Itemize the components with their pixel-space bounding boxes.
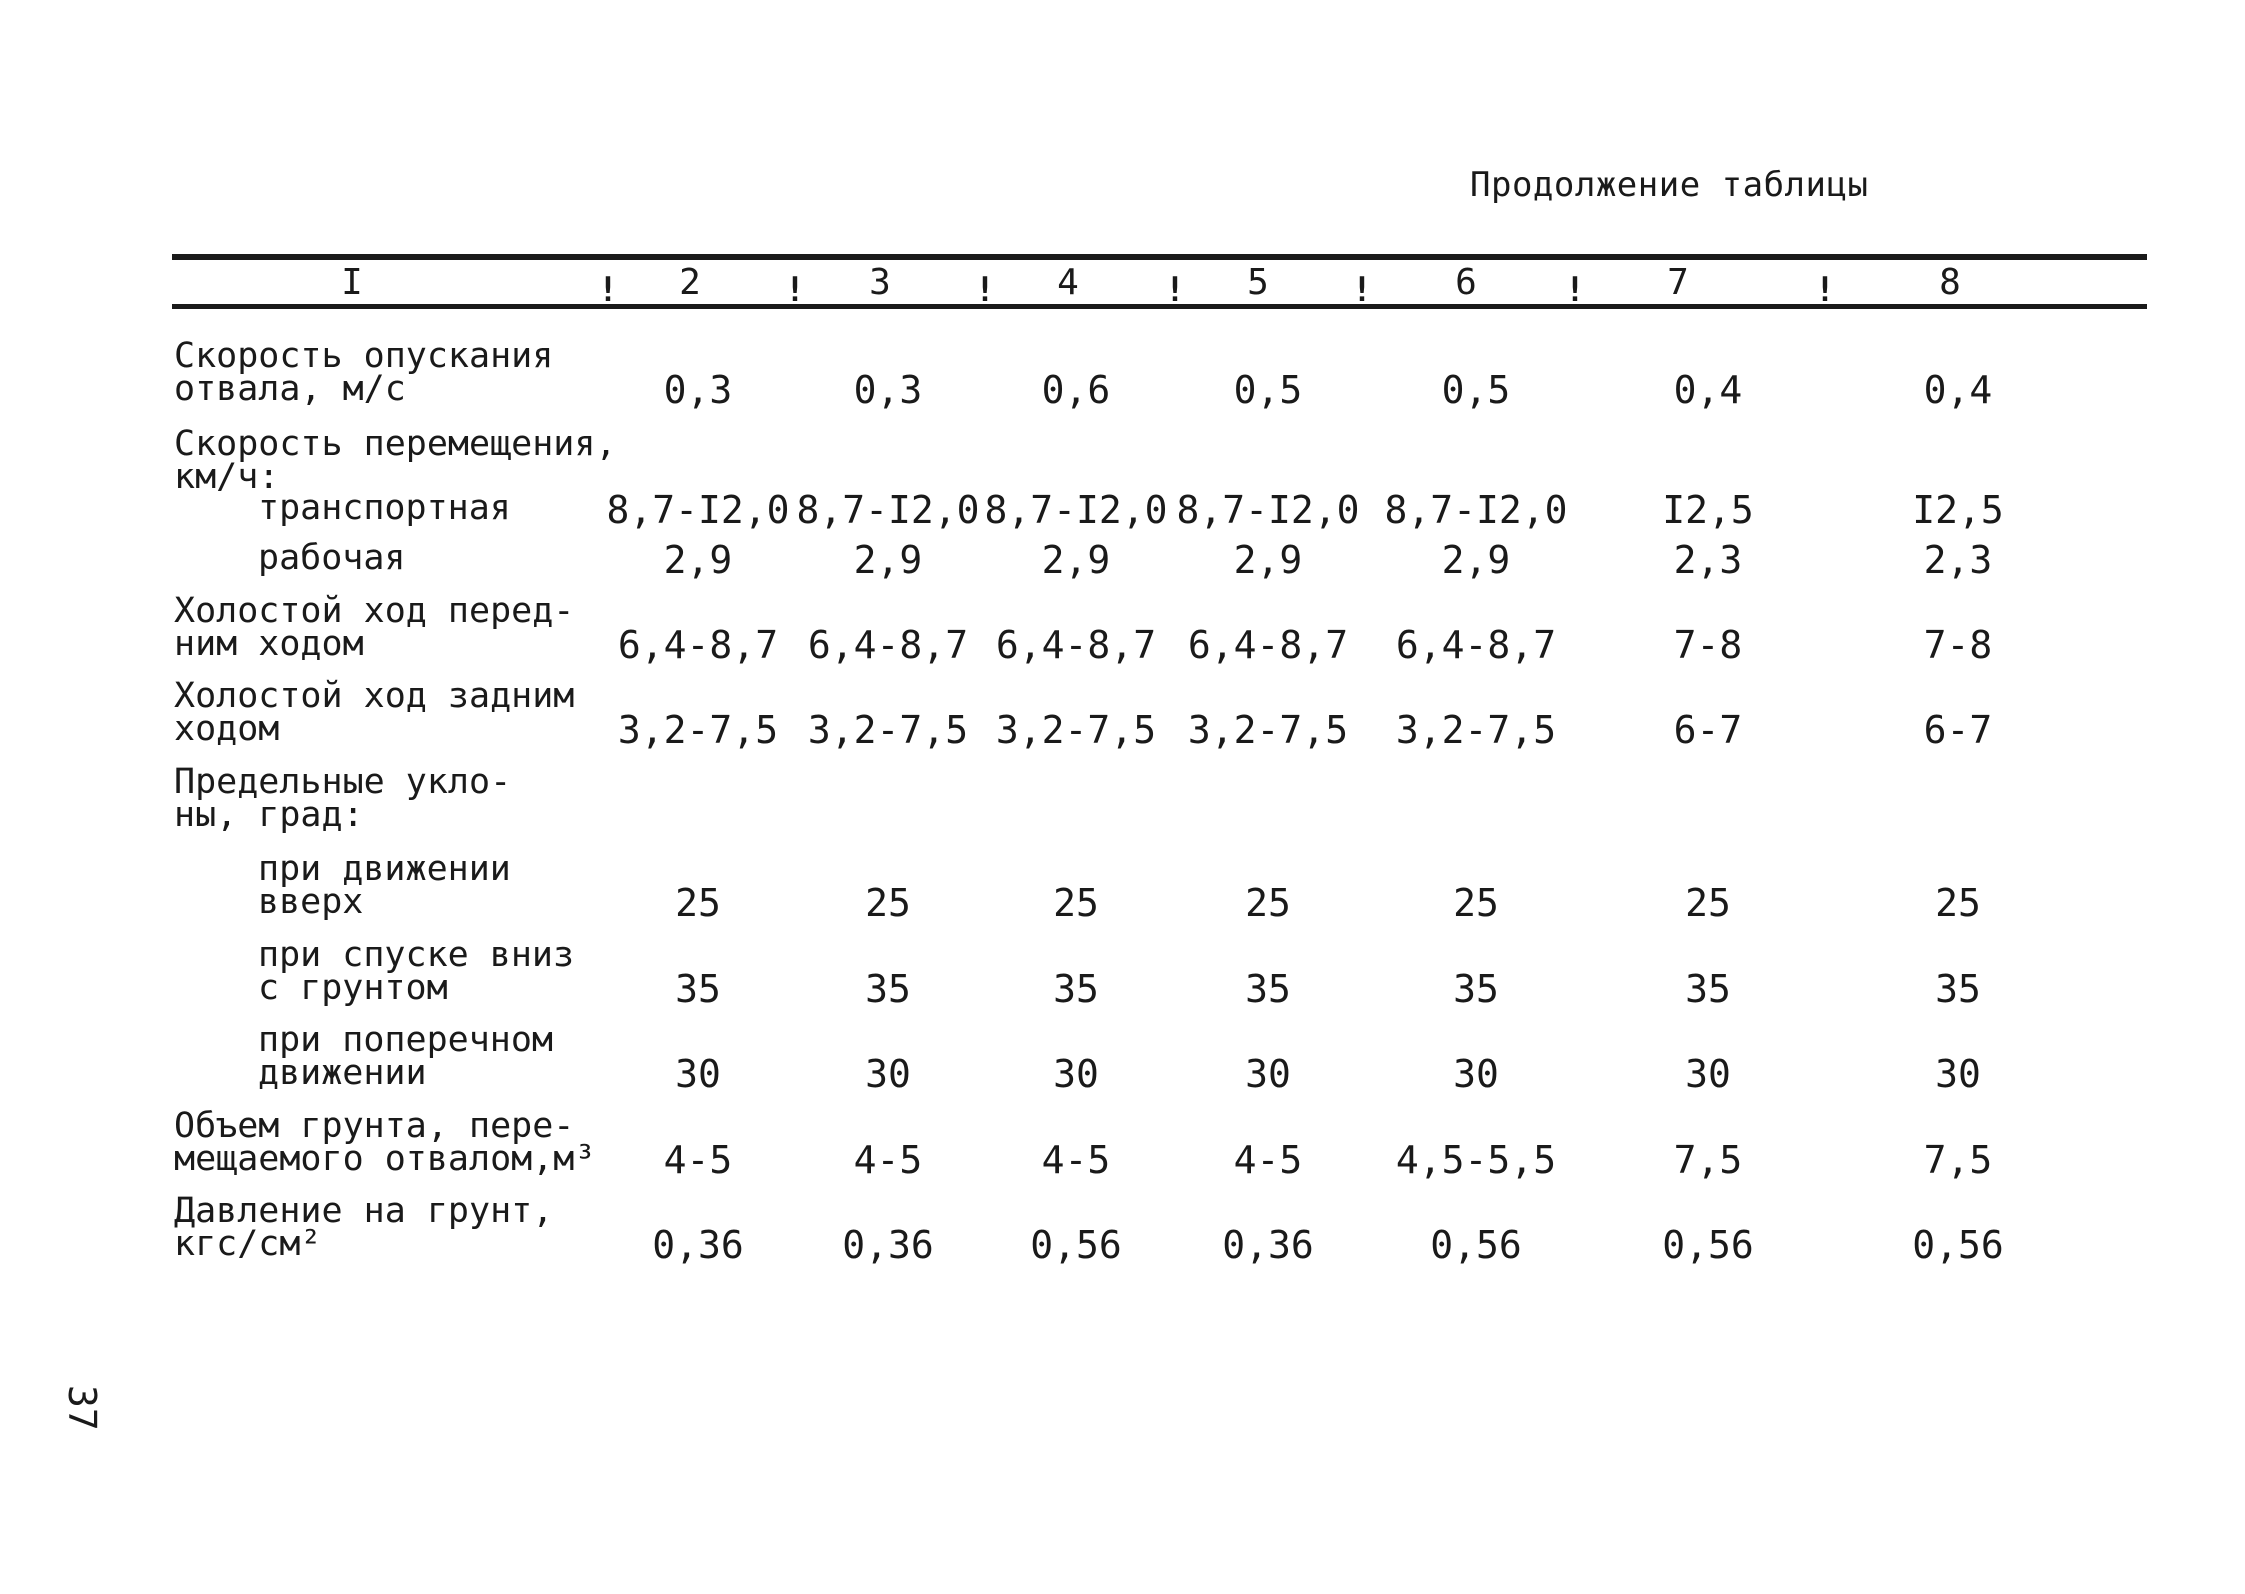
column-header-7: 7 xyxy=(1667,262,1689,303)
table-cell: 3,2-7,5 xyxy=(1395,708,1557,752)
table-cell: 0,56 xyxy=(1430,1223,1522,1267)
table-cell: 2,9 xyxy=(1041,538,1111,582)
table-cell: 0,36 xyxy=(1222,1223,1314,1267)
row-label-line: мещаемого отвалом,м³ xyxy=(174,1139,596,1179)
table-cell: 8,7-I2,0 xyxy=(606,488,790,532)
table-cell: 3,2-7,5 xyxy=(995,708,1157,752)
column-separator: ! xyxy=(784,270,806,310)
table-cell: 7-8 xyxy=(1673,623,1743,667)
row-label xyxy=(174,1191,554,1264)
table-cell: 4-5 xyxy=(853,1138,923,1182)
row-label xyxy=(174,424,617,497)
table-cell: 8,7-I2,0 xyxy=(1176,488,1360,532)
table-cell: 8,7-I2,0 xyxy=(796,488,980,532)
row-label-line: Холостой ход задним xyxy=(174,676,575,716)
table-cell: 0,5 xyxy=(1233,368,1303,412)
table-cell: 25 xyxy=(1453,881,1499,925)
table-header-rule xyxy=(172,304,2147,309)
row-label-line: ходом xyxy=(174,709,280,749)
table-cell: 0,4 xyxy=(1673,368,1743,412)
table-cell: 35 xyxy=(1935,967,1981,1011)
table-cell: 2,9 xyxy=(853,538,923,582)
table-cell: 25 xyxy=(1935,881,1981,925)
table-cell: 4,5-5,5 xyxy=(1395,1138,1557,1182)
table-cell: 35 xyxy=(1053,967,1099,1011)
row-label-line: движении xyxy=(258,1053,427,1093)
table-cell: 35 xyxy=(865,967,911,1011)
table-cell: 0,36 xyxy=(842,1223,934,1267)
table-cell: 4-5 xyxy=(1041,1138,1111,1182)
table-cell: 4-5 xyxy=(1233,1138,1303,1182)
table-cell: 35 xyxy=(1685,967,1731,1011)
table-cell: 0,5 xyxy=(1441,368,1511,412)
table-cell: 6-7 xyxy=(1923,708,1993,752)
table-cell: 8,7-I2,0 xyxy=(1384,488,1568,532)
table-cell: 25 xyxy=(865,881,911,925)
row-label xyxy=(174,676,575,749)
table-cell: 0,36 xyxy=(652,1223,744,1267)
table-cell: 3,2-7,5 xyxy=(617,708,779,752)
table-cell: 6,4-8,7 xyxy=(1395,623,1557,667)
table-cell: 6,4-8,7 xyxy=(617,623,779,667)
table-cell: 0,6 xyxy=(1041,368,1111,412)
column-separator: ! xyxy=(974,270,996,310)
row-label-line: Предельные укло- xyxy=(174,762,512,802)
row-label xyxy=(174,762,512,835)
row-label-line: Скорость перемещения, xyxy=(174,424,617,464)
table-cell: 6,4-8,7 xyxy=(995,623,1157,667)
table-cell: 30 xyxy=(1053,1052,1099,1096)
row-label-line: при движении xyxy=(258,849,511,889)
column-separator: ! xyxy=(597,270,619,310)
table-cell: 2,9 xyxy=(1233,538,1303,582)
table-continuation-caption: Продолжение таблицы xyxy=(1470,165,1869,205)
table-cell: 30 xyxy=(1685,1052,1731,1096)
row-label xyxy=(258,1020,554,1093)
table-cell: 0,3 xyxy=(663,368,733,412)
column-separator: ! xyxy=(1814,270,1836,310)
row-label-line: Холостой ход перед- xyxy=(174,591,575,631)
table-cell: 6,4-8,7 xyxy=(807,623,969,667)
table-cell: 35 xyxy=(675,967,721,1011)
page-number: 37 xyxy=(60,1385,104,1431)
table-cell: 8,7-I2,0 xyxy=(984,488,1168,532)
table-cell: 0,4 xyxy=(1923,368,1993,412)
row-label xyxy=(258,488,511,528)
row-label xyxy=(174,336,554,409)
table-cell: 0,3 xyxy=(853,368,923,412)
row-label-line: км/ч: xyxy=(174,457,280,497)
column-separator: ! xyxy=(1164,270,1186,310)
column-header-4: 4 xyxy=(1057,262,1079,303)
column-separator: ! xyxy=(1564,270,1586,310)
row-label-line: Объем грунта, пере- xyxy=(174,1106,575,1146)
column-header-6: 6 xyxy=(1455,262,1477,303)
column-header-2: 2 xyxy=(679,262,701,303)
table-cell: 7-8 xyxy=(1923,623,1993,667)
table-cell: 35 xyxy=(1245,967,1291,1011)
row-label-line: транспортная xyxy=(258,488,511,528)
row-label xyxy=(174,1106,596,1179)
row-label-line: при поперечном xyxy=(258,1020,554,1060)
row-label-line: с грунтом xyxy=(258,968,448,1008)
table-cell: 4-5 xyxy=(663,1138,733,1182)
column-header-8: 8 xyxy=(1939,262,1961,303)
row-label-line: Давление на грунт, xyxy=(174,1191,554,1231)
table-cell: 3,2-7,5 xyxy=(1187,708,1349,752)
column-separator: ! xyxy=(1351,270,1373,310)
table-cell: 2,9 xyxy=(1441,538,1511,582)
row-label xyxy=(258,849,511,922)
table-cell: 2,3 xyxy=(1923,538,1993,582)
table-cell: 25 xyxy=(1685,881,1731,925)
table-cell: 0,56 xyxy=(1662,1223,1754,1267)
table-cell: 3,2-7,5 xyxy=(807,708,969,752)
row-label xyxy=(258,935,575,1008)
table-cell: 0,56 xyxy=(1030,1223,1122,1267)
row-label-line: при спуске вниз xyxy=(258,935,575,975)
table-cell: 0,56 xyxy=(1912,1223,2004,1267)
row-label-line: ны, град: xyxy=(174,795,364,835)
row-label xyxy=(258,538,406,578)
table-top-rule xyxy=(172,254,2147,260)
table-cell: 6-7 xyxy=(1673,708,1743,752)
table-cell: 30 xyxy=(865,1052,911,1096)
table-cell: 7,5 xyxy=(1923,1138,1993,1182)
row-label-line: рабочая xyxy=(258,538,406,578)
table-cell: 25 xyxy=(1245,881,1291,925)
table-cell: 35 xyxy=(1453,967,1499,1011)
table-cell: I2,5 xyxy=(1662,488,1754,532)
table-cell: 30 xyxy=(1935,1052,1981,1096)
table-cell: 25 xyxy=(1053,881,1099,925)
table-cell: 2,3 xyxy=(1673,538,1743,582)
table-cell: 30 xyxy=(675,1052,721,1096)
column-header-1: I xyxy=(341,262,363,303)
column-header-5: 5 xyxy=(1247,262,1269,303)
column-header-3: 3 xyxy=(869,262,891,303)
table-cell: 7,5 xyxy=(1673,1138,1743,1182)
row-label-line: Скорость опускания xyxy=(174,336,554,376)
row-label-line: вверх xyxy=(258,882,364,922)
table-cell: 30 xyxy=(1245,1052,1291,1096)
row-label-line: кгс/см² xyxy=(174,1224,322,1264)
table-cell: 2,9 xyxy=(663,538,733,582)
table-cell: 30 xyxy=(1453,1052,1499,1096)
table-cell: 6,4-8,7 xyxy=(1187,623,1349,667)
row-label xyxy=(174,591,575,664)
table-cell: 25 xyxy=(675,881,721,925)
table-cell: I2,5 xyxy=(1912,488,2004,532)
row-label-line: ним ходом xyxy=(174,624,364,664)
row-label-line: отвала, м/с xyxy=(174,369,406,409)
